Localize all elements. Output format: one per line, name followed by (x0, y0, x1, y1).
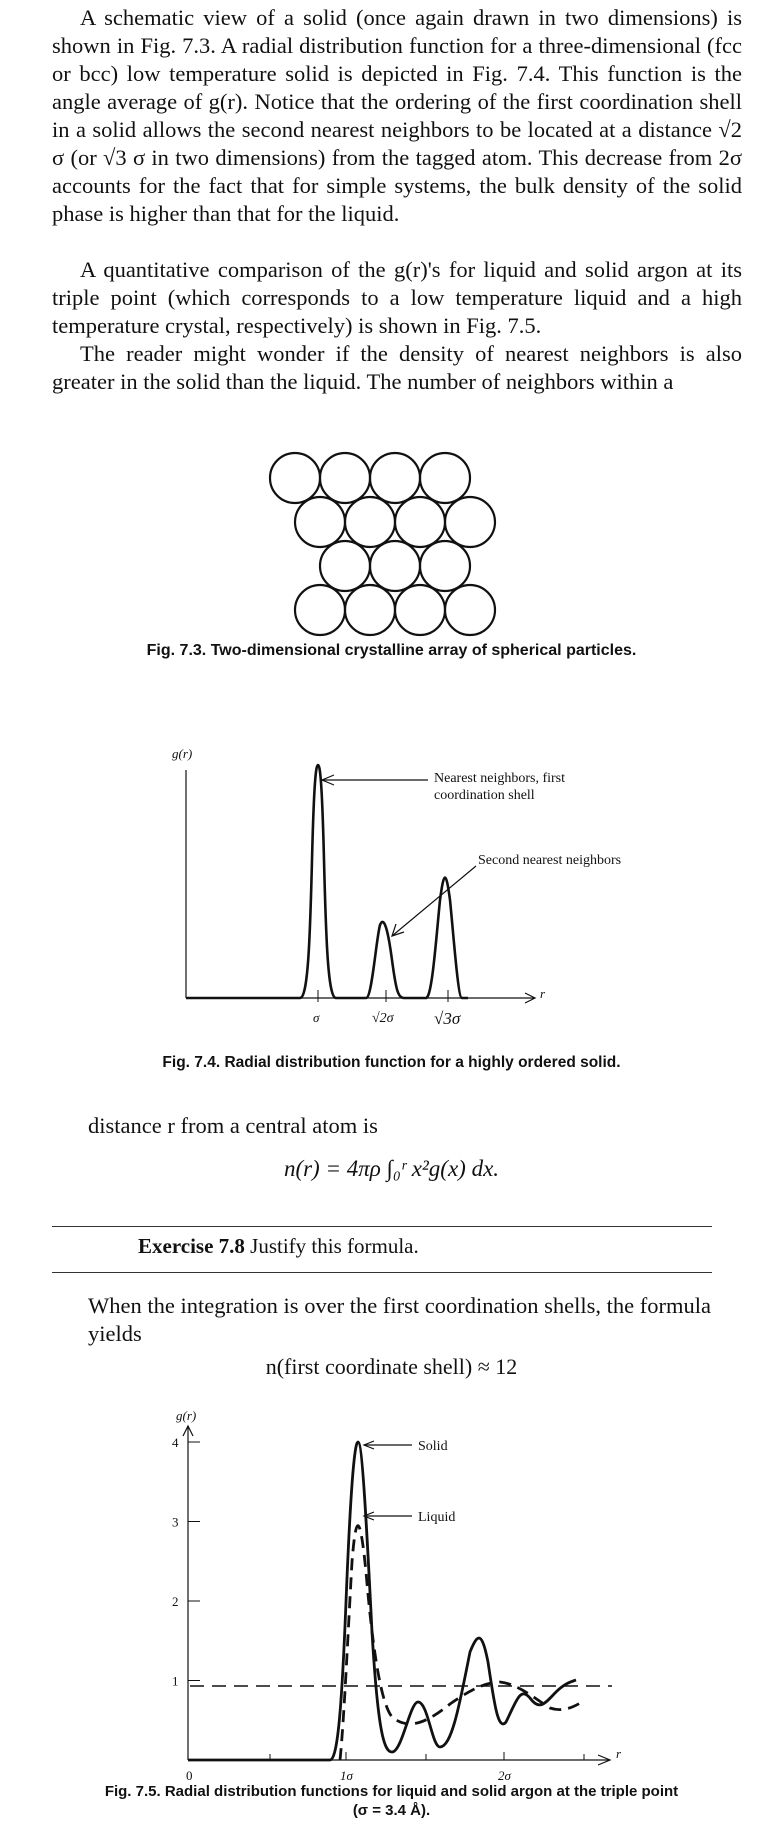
fig-7-4-xlabel: r (540, 986, 546, 1001)
first-shell-result-text: n(first coordinate shell) ≈ 12 (265, 1354, 518, 1379)
fig-7-4-tick-label-sqrt3: √3σ (434, 1009, 461, 1028)
fig-7-5-chart (0, 1402, 783, 1782)
particle (445, 497, 495, 547)
fig-7-4-annotation-nn-line2: coordination shell (434, 788, 535, 803)
particle (445, 585, 495, 635)
exercise-text: Justify this formula. (250, 1234, 419, 1258)
particle (345, 497, 395, 547)
paragraph-3: The reader might wonder if the density of nearest neighbors is also greater in the solid than the liquid. The number of neighbors within a (52, 341, 742, 394)
fig-7-3-caption-label: Fig. 7.3. (146, 642, 207, 659)
fig-7-4-chart (0, 740, 783, 1030)
paragraph-4: distance r from a central atom is (88, 1113, 378, 1138)
particle (420, 541, 470, 591)
formula-n-of-r: n(r) = 4πρ ∫₀ʳ x²g(x) dx. (283, 1156, 500, 1181)
fig-7-5-ytick-label: 2 (172, 1594, 179, 1609)
fig-7-4-tick-label-sigma: σ (313, 1010, 320, 1025)
paragraph-5: When the integration is over the first coordination shells, the formula yields (88, 1293, 711, 1346)
fig-7-5-solid-curve (188, 1442, 576, 1760)
fig-7-5-label-solid: Solid (418, 1439, 448, 1454)
fig-7-5-ytick-label: 1 (172, 1673, 179, 1689)
exercise-block (138, 1234, 419, 1259)
fig-7-3-circle-array (0, 440, 783, 640)
particle (320, 453, 370, 503)
fig-7-5-caption (0, 1782, 783, 1820)
fig-7-5-xtick-label-1sigma: 1σ (340, 1768, 353, 1782)
fig-7-3-caption (0, 642, 783, 660)
fig-7-5-ytick-label: 3 (172, 1514, 179, 1530)
particle (370, 453, 420, 503)
fig-7-4-caption (0, 1054, 783, 1072)
fig-7-4-annotation-nn-line1: Nearest neighbors, first (434, 771, 566, 786)
fig-7-4-annotation-snn: Second nearest neighbors (478, 853, 622, 868)
fig-7-5-caption-label: Fig. 7.5. (104, 1783, 161, 1800)
particle (295, 497, 345, 547)
particle (320, 541, 370, 591)
fig-7-4-annotation-arrow-snn (392, 866, 476, 936)
particle (420, 453, 470, 503)
fig-7-5-xlabel: r (616, 1746, 622, 1761)
fig-7-5-xtick-label-2sigma: 2σ (498, 1768, 511, 1782)
fig-7-5-caption-text: Radial distribution functions for liquid and solid argon at the triple point (164, 1783, 679, 1800)
particle (270, 453, 320, 503)
paragraph-1: A schematic view of a solid (once again drawn in two dimensions) is shown in Fig. 7.3. A radial distribution function for a three-dimensional (fcc or bcc) low temperature solid is depicted in Fig. 7.4. This function is the angle average of g(r). Notice that the ordering of the first coordination shell in a solid allows the second nearest neighbors to be located at a distance √2 σ (or √3 σ in two dimensions) from the tagged atom. This decrease from 2σ accounts for the fact that for simple systems, the bulk density of the solid phase is higher than that for the liquid. (52, 5, 742, 226)
fig-7-5-xtick-label-0: 0 (186, 1768, 193, 1782)
fig-7-4-caption-label: Fig. 7.4. (162, 1054, 221, 1071)
exercise-bottom-rule (52, 1272, 712, 1273)
first-shell-result (0, 1354, 783, 1380)
exercise-label: Exercise 7.8 (138, 1234, 245, 1258)
fig-7-4-tick-label-sqrt2: √2σ (372, 1011, 394, 1026)
fig-7-5-caption-line2: (σ = 3.4 Å). (352, 1802, 431, 1819)
fig-7-3-caption-text: Two-dimensional crystalline array of spherical particles. (210, 642, 637, 659)
fig-7-4-caption-text: Radial distribution function for a highly ordered solid. (224, 1054, 621, 1071)
fig-7-4-curve (186, 765, 468, 998)
particle (345, 585, 395, 635)
fig-7-5-label-liquid: Liquid (418, 1510, 456, 1525)
particle (395, 497, 445, 547)
fig-7-5-caption-line1 (0, 1782, 783, 1801)
particle (295, 585, 345, 635)
particle (395, 585, 445, 635)
fig-7-5-ylabel: g(r) (176, 1408, 197, 1423)
paragraph-2: A quantitative comparison of the g(r)'s for liquid and solid argon at its triple point (which corresponds to a low temperature liquid and a high temperature crystal, respectively) is shown in Fig. 7.5. (52, 257, 742, 338)
fig-7-4-ylabel: g(r) (172, 746, 193, 761)
fig-7-5-ytick-label: 4 (172, 1435, 179, 1450)
exercise-top-rule (52, 1226, 712, 1227)
fig-7-5-liquid-curve (340, 1526, 582, 1760)
particle (370, 541, 420, 591)
fig-7-5-y-ticks (172, 1435, 200, 1689)
